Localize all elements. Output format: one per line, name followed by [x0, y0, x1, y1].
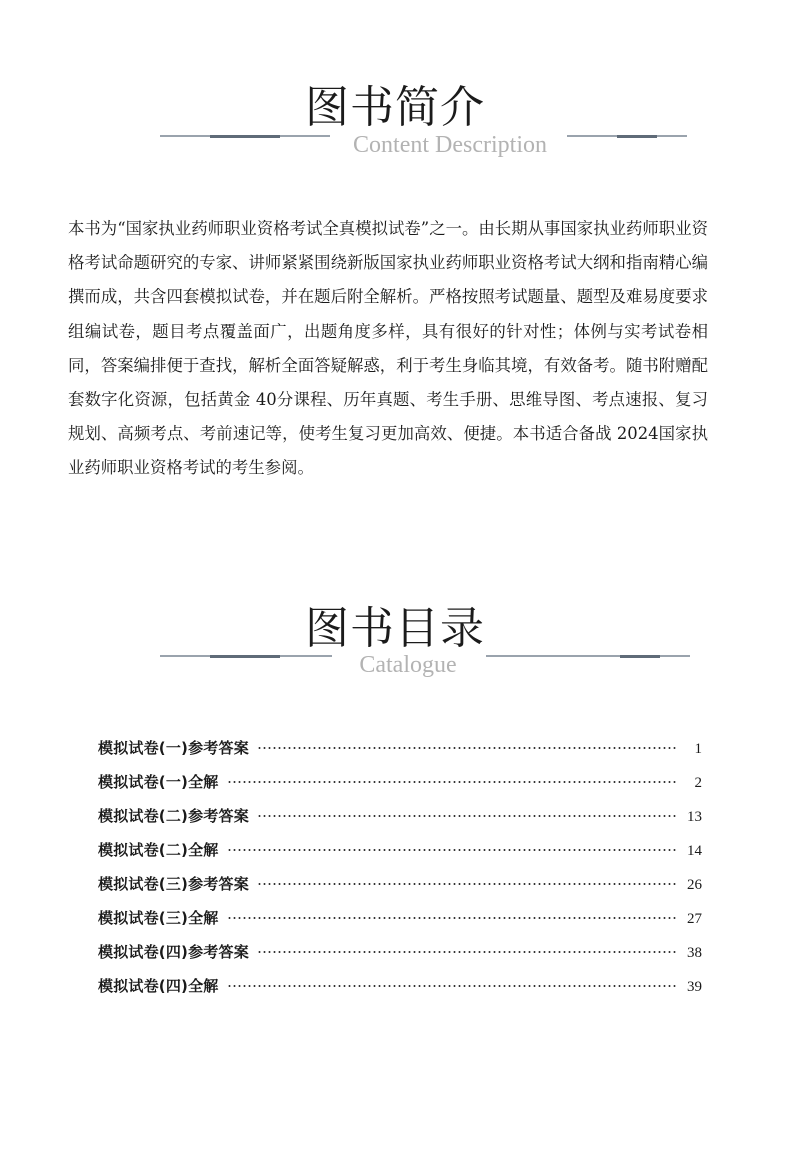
- toc-list: [98, 737, 702, 1009]
- toc-leader-dots: [257, 747, 678, 749]
- toc-entry[interactable]: [98, 737, 702, 771]
- toc-entry-page: 1: [694, 741, 702, 757]
- toc-leader-dots: [227, 985, 677, 987]
- toc-entry-label: 模拟试卷(三)全解: [98, 909, 219, 927]
- toc-entry-label: 模拟试卷(一)全解: [98, 773, 219, 791]
- toc-entry-label: 模拟试卷(二)全解: [98, 841, 219, 859]
- toc-entry[interactable]: [98, 907, 702, 941]
- toc-entry-page: 38: [687, 945, 702, 961]
- toc-entry-page: 14: [687, 843, 702, 859]
- toc-entry-page: 27: [687, 911, 702, 927]
- toc-leader-dots: [257, 815, 677, 817]
- toc-leader-dots: [257, 951, 677, 953]
- toc-entry-label: 模拟试卷(四)参考答案: [98, 943, 249, 961]
- toc-leader-dots: [257, 883, 677, 885]
- toc-entry[interactable]: [98, 805, 702, 839]
- intro-body: 本书为“国家执业药师职业资格考试全真模拟试卷”之一。由长期从事国家执业药师职业资格考试命题研究的专家、讲师紧紧围绕新版国家执业药师职业资格考试大纲和指南精心编撰而成，共含四套模拟试卷，并在题后附全解析。严格按照考试题量、题型及难易度要求组编试卷，题目考点覆盖面广，出题角度多样，具有很好的针对性；体例与实考试卷相同，答案编排便于查找，解析全面答疑解惑，利于考生身临其境，有效备考。随书附赠配套数字化资源，包括黄金 40分课程、历年真题、考生手册、思维导图、考点速报、复习规划、高频考点、考前速记等，使考生复习更加高效、便捷。本书适合备战 2024国家执业药师职业资格考试的考生参阅。: [68, 219, 708, 478]
- toc-leader-dots: [227, 781, 678, 783]
- toc-entry[interactable]: [98, 941, 702, 975]
- catalogue-title: 图书目录: [305, 603, 485, 654]
- toc-entry-label: 模拟试卷(一)参考答案: [98, 739, 249, 757]
- toc-entry[interactable]: [98, 975, 702, 1009]
- intro-title: 图书简介: [305, 82, 485, 133]
- toc-entry-page: 13: [687, 809, 702, 825]
- toc-leader-dots: [227, 917, 677, 919]
- toc-entry-page: 26: [687, 877, 702, 893]
- toc-entry[interactable]: [98, 873, 702, 907]
- toc-entry[interactable]: [98, 771, 702, 805]
- toc-entry-label: 模拟试卷(二)参考答案: [98, 807, 249, 825]
- toc-entry-label: 模拟试卷(三)参考答案: [98, 875, 249, 893]
- intro-subtitle: Content Description: [353, 132, 547, 158]
- toc-entry[interactable]: [98, 839, 702, 873]
- catalogue-subtitle: Catalogue: [359, 652, 457, 678]
- toc-leader-dots: [227, 849, 677, 851]
- toc-entry-page: 2: [694, 775, 702, 791]
- toc-entry-page: 39: [687, 979, 702, 995]
- toc-entry-label: 模拟试卷(四)全解: [98, 977, 219, 995]
